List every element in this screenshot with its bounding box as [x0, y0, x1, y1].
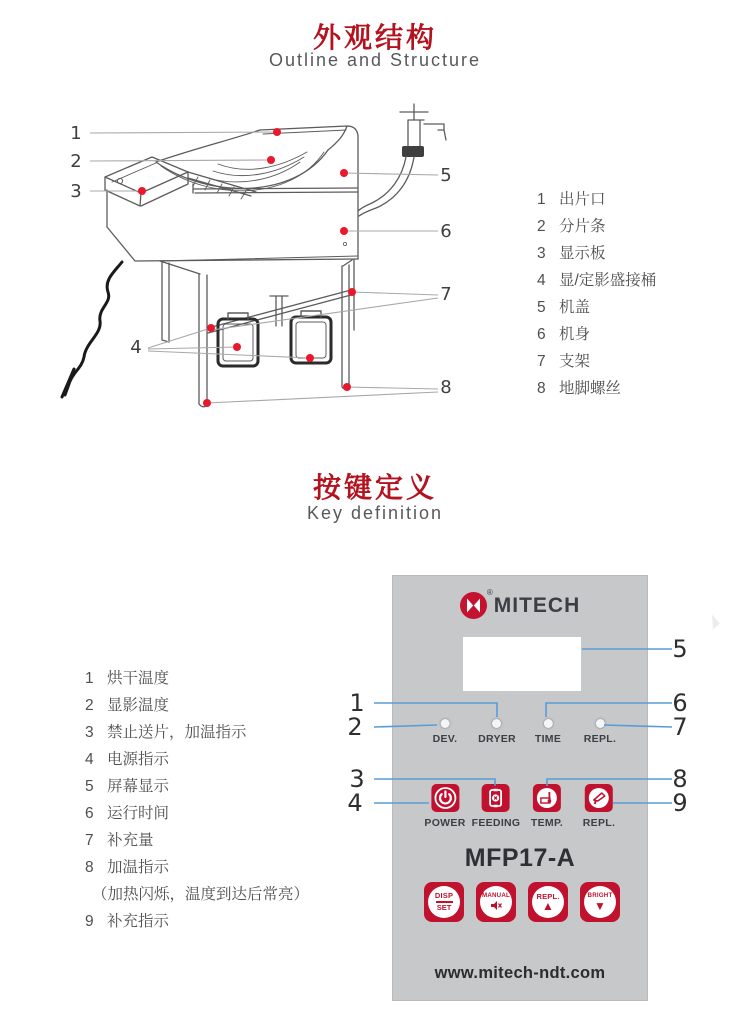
indicator-time: TIME [535, 719, 561, 745]
power-cord-icon [62, 262, 122, 397]
legend-item-note: （加热闪烁，温度到达后常亮） [92, 886, 310, 903]
feeding-button: FEEDING [472, 784, 521, 829]
legend-item: 7 补充量 [85, 832, 154, 849]
funnel-icon [587, 786, 611, 810]
machine-outline-diagram [60, 100, 465, 415]
callout-2: 2 [70, 151, 82, 172]
temp-button: TEMP. [531, 784, 563, 829]
legend-item: 2 显影温度 [85, 697, 170, 714]
cursor-artifact [705, 615, 720, 630]
control-panel [392, 575, 648, 1001]
callout-8: 8 [440, 377, 452, 398]
hose [359, 157, 414, 216]
legend-item: 2 分片条 [537, 218, 606, 235]
callout-6: 6 [672, 689, 688, 717]
brand-wordmark: MITECH [493, 593, 581, 617]
callout-8: 8 [672, 765, 688, 793]
callout-3: 3 [349, 765, 365, 793]
callout-4: 4 [347, 789, 363, 817]
led-dot [595, 719, 604, 728]
speaker-mute-icon [490, 900, 503, 911]
led-dot [441, 719, 450, 728]
keys-legend [85, 665, 309, 935]
repl-key-button: REPL. [583, 784, 615, 829]
power-icon [433, 786, 457, 810]
callout-7: 7 [672, 713, 688, 741]
led-dot [493, 719, 502, 728]
section1-title-cn: 外观结构 [312, 22, 437, 53]
legend-item: 6 机身 [537, 326, 591, 343]
outline-legend [537, 186, 656, 402]
registered-mark: ® [486, 588, 493, 597]
led-dot [544, 719, 553, 728]
legend-item: 8 地脚螺丝 [537, 380, 622, 397]
legend-item: 7 支架 [537, 353, 591, 370]
callout-6: 6 [440, 221, 452, 242]
bright-button: BRIGHT ▼ [580, 882, 620, 922]
repl-adjust-button: REPL. ▲ [528, 882, 568, 922]
legend-item: 6 运行时间 [85, 805, 170, 822]
website-url: www.mitech-ndt.com [434, 964, 606, 982]
brand-row [393, 588, 647, 619]
callout-5: 5 [672, 635, 688, 663]
thermometer-icon [535, 786, 559, 810]
section2-title-en: Key definition [306, 503, 444, 523]
power-button: POWER [424, 784, 465, 829]
faucet-icon [400, 104, 446, 157]
legend-item: 5 屏幕显示 [85, 778, 170, 795]
legend-item: 9 补充指示 [85, 913, 170, 930]
legend-item: 3 显示板 [537, 245, 606, 262]
callout-7: 7 [440, 284, 452, 305]
mitech-bowtie-logo [460, 588, 493, 619]
screen-display [463, 637, 581, 691]
callout-4: 4 [130, 337, 142, 358]
indicator-dryer: DRYER [478, 719, 516, 745]
arrow-down-icon: ▼ [594, 898, 606, 913]
legend-item: 5 机盖 [537, 299, 591, 316]
legend-item: 4 显/定影盛接桶 [537, 272, 657, 289]
callout-5: 5 [440, 165, 452, 186]
legend-item: 4 电源指示 [85, 751, 170, 768]
callout-3: 3 [70, 181, 82, 202]
leader-lines [90, 132, 438, 403]
callout-1: 1 [70, 123, 82, 144]
section2-title-cn: 按键定义 [312, 472, 437, 503]
manual-button: MANUAL [476, 882, 516, 922]
disp-set-button: DISP SET [424, 882, 464, 922]
hose [358, 157, 406, 211]
legend-item: 1 烘干温度 [85, 670, 170, 687]
callout-9: 9 [672, 789, 688, 817]
indicator-repl: REPL. [584, 719, 616, 745]
model-number: MFP17-A [464, 844, 576, 872]
legend-item: 3 禁止送片，加温指示 [85, 724, 247, 741]
callout-2: 2 [347, 713, 363, 741]
indicator-dev: DEV. [433, 719, 458, 745]
legend-item: 8 加温指示 [85, 859, 170, 876]
arrow-up-icon: ▲ [542, 899, 554, 914]
section1-title-en: Outline and Structure [268, 50, 482, 70]
film-feeding-icon [484, 786, 508, 810]
legend-item: 1 出片口 [537, 191, 606, 208]
callout-1: 1 [349, 689, 365, 717]
